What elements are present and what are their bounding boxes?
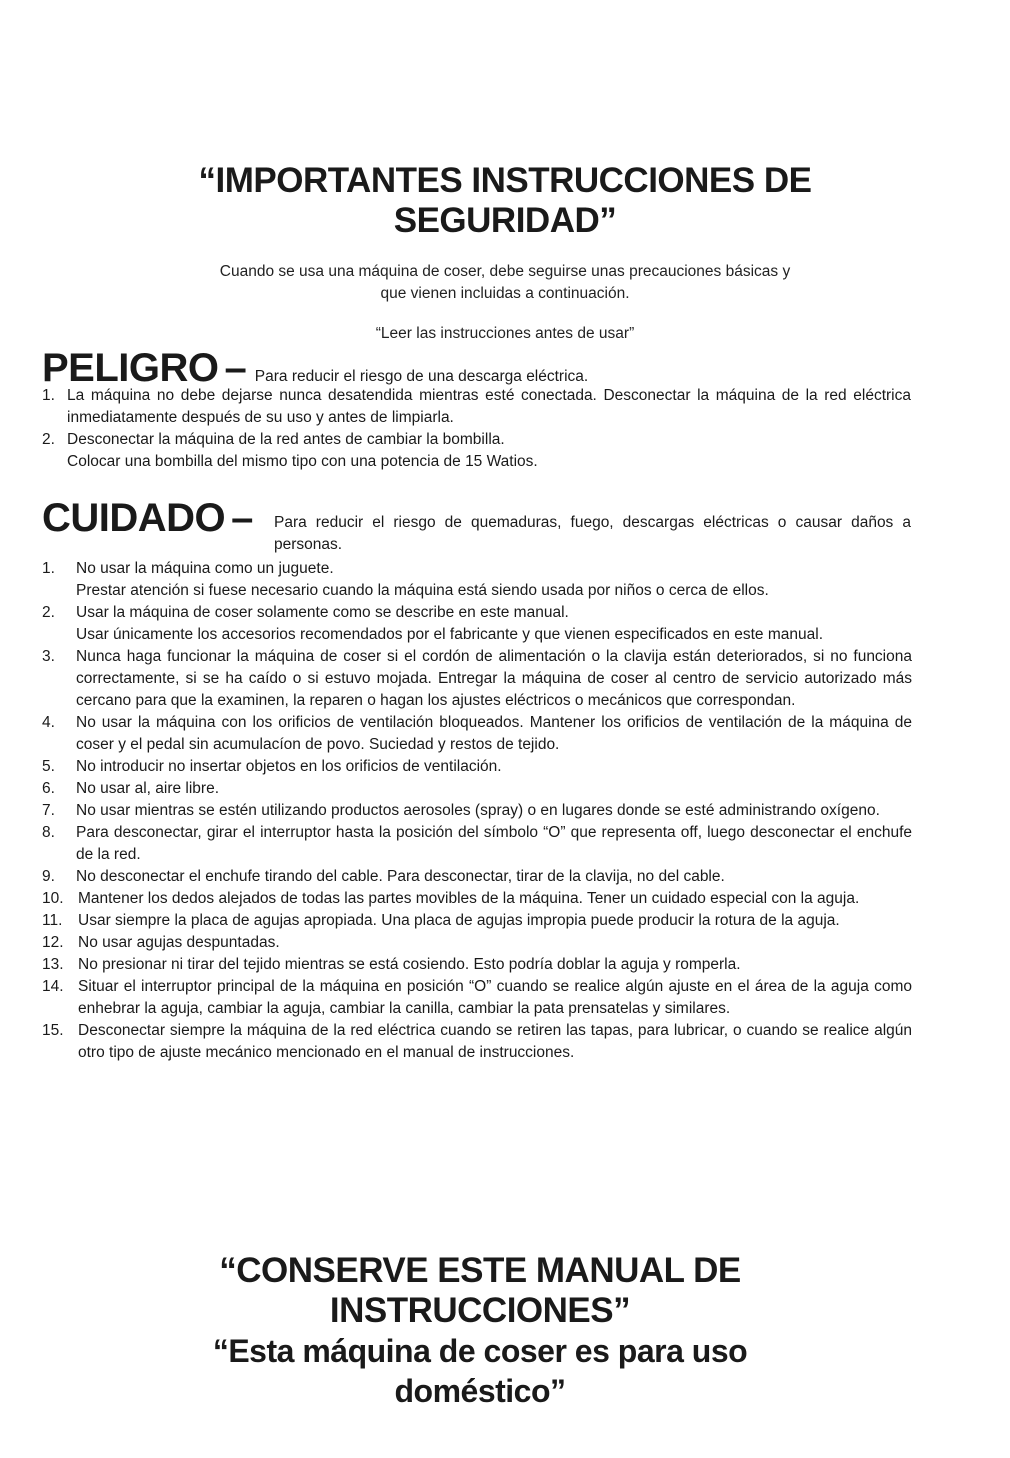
item-text: Usar siempre la placa de agujas apropiada. Una placa de agujas impropia puede producir la rotura de la aguja. (78, 912, 840, 929)
item-text: Nunca haga funcionar la máquina de coser si el cordón de alimentación o la clavija están deteriorados, si no funciona correctamente, si se ha caído o si estuvo mojada. Entregar la máquina de coser al centro de servicio autorizado más cercano para que la examinen, la reparen o hagan los ajustes eléctricos o mecánicos que correspondan. (76, 648, 912, 709)
cuidado-item (42, 646, 912, 712)
peligro-description: Para reducir el riesgo de una descarga eléctrica. (254, 368, 589, 385)
item-text: Desconectar la máquina de la red antes de cambiar la bombilla. (67, 431, 505, 448)
cuidado-item (42, 602, 912, 646)
read-instructions-note: “Leer las instrucciones antes de usar” (375, 325, 635, 342)
item-text: No usar agujas despuntadas. (78, 934, 280, 951)
item-text: Para desconectar, girar el interruptor hasta la posición del símbolo “O” que representa off, luego desconectar el enchufe de la red. (76, 824, 912, 863)
footer-subtitle-line2: doméstico” (394, 1373, 566, 1409)
item-text: No usar la máquina con los orificios de ventilación bloqueados. Mantener los orificios de ventilación de la máquina de coser y el pedal sin acumulacíon de povo. Suciedad y restos de tejido. (76, 714, 912, 753)
item-text: No usar al, aire libre. (76, 780, 220, 797)
item-text: No desconectar el enchufe tirando del cable. Para desconectar, tirar de la clavija, no del cable. (76, 868, 725, 885)
cuidado-item (42, 558, 912, 602)
item-text: Mantener los dedos alejados de todas las partes movibles de la máquina. Tener un cuidado especial con la aguja. (78, 890, 860, 907)
peligro-list (42, 385, 911, 473)
item-number: 11. (42, 912, 63, 929)
footer-title-line2: INSTRUCCIONES” (329, 1291, 631, 1330)
cuidado-item (42, 866, 912, 888)
item-number: 7. (42, 802, 55, 819)
item-number: 15. (42, 1022, 64, 1039)
peligro-item (42, 429, 911, 473)
item-number: 10. (42, 890, 64, 907)
cuidado-list (42, 558, 912, 1064)
item-number: 8. (42, 824, 55, 841)
cuidado-item (42, 800, 912, 822)
item-text: Situar el interruptor principal de la máquina en posición “O” cuando se realice algún ajuste en el área de la aguja como enhebrar la aguja, cambiar la aguja, cambiar la canilla, cambiar la pata prensatelas y similares. (78, 978, 912, 1017)
intro-line2: que vienen incluidas a continuación. (380, 285, 630, 302)
cuidado-heading: CUIDADO (42, 496, 226, 540)
item-number: 12. (42, 934, 64, 951)
item-number: 2. (42, 431, 55, 448)
peligro-item (42, 385, 911, 429)
cuidado-item (42, 1020, 912, 1064)
item-number: 5. (42, 758, 55, 775)
item-text: La máquina no debe dejarse nunca desatendida mientras esté conectada. Desconectar la máquina de la red eléctrica inmediatamente después de su uso y antes de limpiarla. (67, 387, 911, 426)
footer-subtitle-line1: “Esta máquina de coser es para uso (212, 1333, 748, 1369)
item-extra: Colocar una bombilla del mismo tipo con una potencia de 15 Watios. (67, 453, 538, 470)
item-number: 13. (42, 956, 64, 973)
peligro-heading: PELIGRO (42, 346, 219, 390)
item-number: 4. (42, 714, 55, 731)
cuidado-item (42, 954, 912, 976)
item-number: 3. (42, 648, 55, 665)
item-text: No usar mientras se estén utilizando productos aerosoles (spray) o en lugares donde se esté administrando oxígeno. (76, 802, 880, 819)
cuidado-item (42, 976, 912, 1020)
item-text: No introducir no insertar objetos en los orificios de ventilación. (76, 758, 502, 775)
item-number: 1. (42, 560, 55, 577)
item-number: 1. (42, 387, 55, 404)
cuidado-header (42, 496, 261, 541)
cuidado-item (42, 822, 912, 866)
cuidado-item (42, 888, 912, 910)
cuidado-item (42, 932, 912, 954)
item-text: No usar la máquina como un juguete. (76, 560, 334, 577)
peligro-dash: – (224, 346, 247, 390)
cuidado-item (42, 756, 912, 778)
item-extra: Prestar atención si fuese necesario cuando la máquina está siendo usada por niños o cerca de ellos. (76, 582, 769, 599)
cuidado-dash: – (231, 496, 254, 540)
item-text: Usar la máquina de coser solamente como se describe en este manual. (76, 604, 569, 621)
item-text: No presionar ni tirar del tejido mientras se está cosiendo. Esto podría doblar la aguja y romperla. (78, 956, 741, 973)
item-number: 2. (42, 604, 55, 621)
item-number: 9. (42, 868, 55, 885)
item-text: Desconectar siempre la máquina de la red eléctrica cuando se retiren las tapas, para lubricar, o cuando se realice algún otro tipo de ajuste mecánico mencionado en el manual de instrucciones. (78, 1022, 912, 1061)
cuidado-description: Para reducir el riesgo de quemaduras, fuego, descargas eléctricas o causar daños a personas. (274, 514, 911, 553)
cuidado-item (42, 910, 912, 932)
footer-title-line1: “CONSERVE ESTE MANUAL DE (219, 1251, 741, 1290)
item-number: 14. (42, 978, 64, 995)
item-number: 6. (42, 780, 55, 797)
cuidado-item (42, 778, 912, 800)
intro-line1: Cuando se usa una máquina de coser, debe seguirse unas precauciones básicas y (219, 263, 791, 280)
page-title-line1: “IMPORTANTES INSTRUCCIONES DE (198, 161, 812, 200)
cuidado-item (42, 712, 912, 756)
page-title-line2: SEGURIDAD” (393, 201, 617, 240)
item-extra: Usar únicamente los accesorios recomendados por el fabricante y que vienen especificados en este manual. (76, 626, 824, 643)
